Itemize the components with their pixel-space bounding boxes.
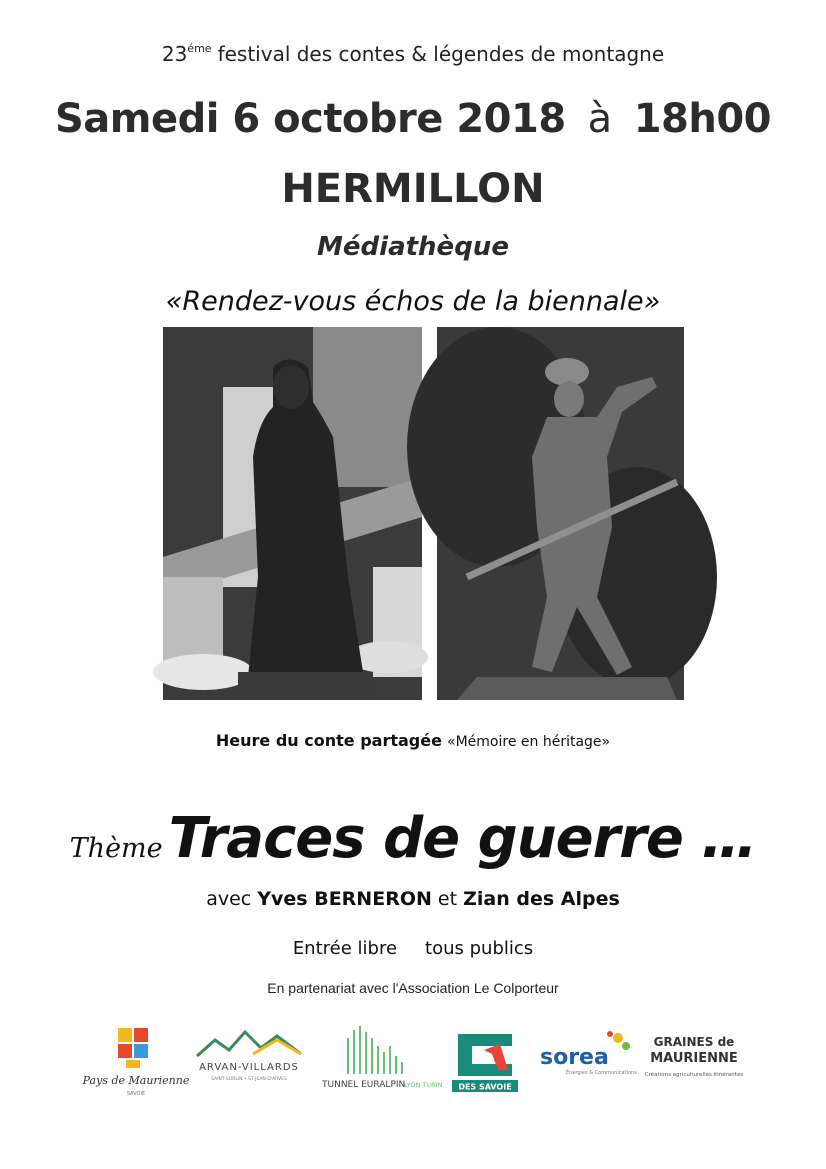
event-date — [0, 96, 826, 142]
logo-ca-line1: DES SAVOIE — [458, 1082, 512, 1092]
logo-graines-line1: GRAINES de — [653, 1035, 735, 1049]
logo-tunnel-line2: LYON TURIN — [404, 1081, 443, 1089]
event-subtitle: «Rendez-vous échos de la biennale» — [165, 286, 661, 317]
logo-sorea-line2: Énergies & Communications — [566, 1070, 637, 1076]
festival-text: festival des contes & légendes de montagne — [217, 42, 665, 66]
theme-title: Traces de guerre … — [168, 806, 757, 871]
logo-arvan-line2: SAINT-SORLIN • ST-JEAN-D'ARVES — [211, 1077, 287, 1082]
logo-pays-de-maurienne — [82, 1024, 190, 1100]
entry-free: Entrée libre — [292, 938, 398, 959]
entry-audience: tous publics — [425, 938, 534, 959]
logo-tunnel-line1: TUNNEL EURALPIN — [322, 1080, 406, 1090]
festival-number: 23 — [161, 42, 188, 66]
festival-ordinal: éme — [187, 42, 212, 55]
logo-pays-line1: Pays de Maurienne — [82, 1074, 190, 1087]
logo-tunnel-euralpin — [318, 1024, 443, 1100]
event-venue: Médiathèque — [317, 232, 509, 262]
performer-2: Zian des Alpes — [463, 888, 620, 910]
photo-woman-statue — [163, 327, 422, 700]
logo-graines-de-maurienne — [640, 1024, 748, 1100]
entry-line — [0, 938, 826, 959]
event-place: HERMILLON — [281, 166, 545, 212]
story-hour-label: Heure du conte partagée — [215, 731, 442, 750]
performers-line — [0, 888, 826, 910]
event-time: 18h00 — [633, 96, 771, 142]
logo-arvan-villards — [193, 1024, 305, 1100]
performers-conj: et — [437, 888, 458, 910]
performers-prefix: avec — [206, 888, 252, 910]
event-year: 2018 — [456, 96, 566, 142]
event-day: Samedi 6 octobre — [54, 96, 443, 142]
logo-arvan-line1: ARVAN-VILLARDS — [199, 1062, 299, 1073]
logo-sorea — [538, 1024, 637, 1100]
logo-credit-agricole — [448, 1024, 522, 1100]
logo-sorea-line1: sorea — [540, 1045, 609, 1070]
photo-soldier-statue — [437, 327, 684, 700]
theme-label: Thème — [69, 833, 163, 864]
event-at: à — [587, 96, 612, 142]
story-hour-quote: «Mémoire en héritage» — [447, 734, 611, 750]
theme-line — [0, 806, 826, 871]
logo-graines-line3: Créations agriculturelles itinérantes — [644, 1072, 744, 1078]
logo-graines-line2: MAURIENNE — [650, 1051, 738, 1066]
festival-line — [0, 42, 826, 66]
story-hour-line — [0, 731, 826, 750]
performer-1: Yves BERNERON — [257, 888, 432, 910]
partnership-line: En partenariat avec l'Association Le Colporteur — [267, 980, 559, 996]
logo-pays-line2: SAVOIE — [126, 1091, 146, 1097]
